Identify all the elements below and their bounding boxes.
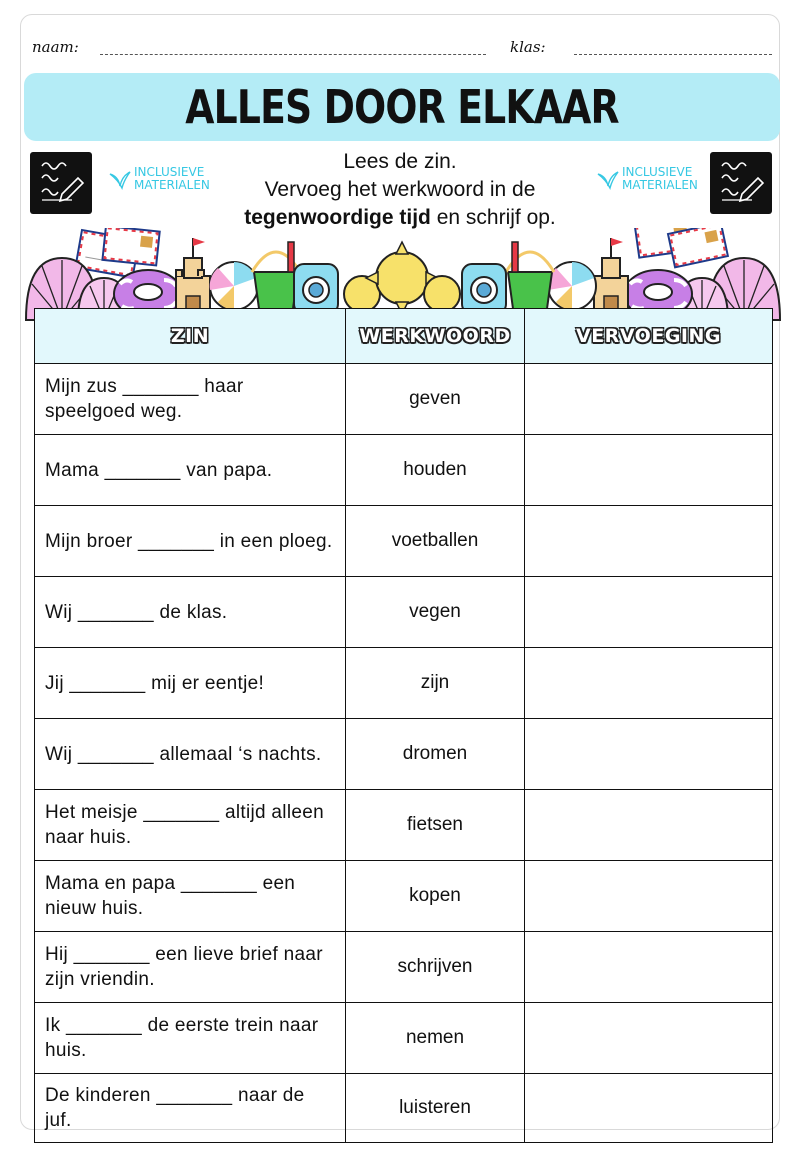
table-row [35,1003,773,1074]
sentence-cell: Mama en papa _______ een nieuw huis. [35,861,346,932]
sentence-cell: Mijn broer _______ in een ploeg. [35,506,346,577]
table-row [35,1074,773,1143]
table-row [35,506,773,577]
class-line[interactable] [574,54,772,55]
answer-cell[interactable] [525,648,773,719]
brand-line-1: INCLUSIEVE [134,165,205,179]
instruction-line-3-rest: en schrijf op. [430,206,556,229]
table-row [35,577,773,648]
table-row [35,719,773,790]
header-werkwoord: WERKWOORD [346,309,525,364]
title-band [24,73,780,141]
verb-cell: geven [346,364,525,435]
instruction-line-2: Vervoeg het werkwoord in de [264,178,536,201]
table-row [35,648,773,719]
table-header-row [35,309,773,364]
answer-cell[interactable] [525,506,773,577]
name-bar [32,34,774,64]
sentence-cell: Jij _______ mij er eentje! [35,648,346,719]
class-label: klas: [510,38,546,56]
verb-cell: houden [346,435,525,506]
instruction-emphasis: tegenwoordige tijd [244,206,431,229]
brand-line-1: INCLUSIEVE [622,165,693,179]
pencil-badge [30,152,92,214]
answer-cell[interactable] [525,364,773,435]
sentence-cell: Mijn zus _______ haar speelgoed weg. [35,364,346,435]
answer-cell[interactable] [525,1003,773,1074]
sentence-cell: Ik _______ de eerste trein naar huis. [35,1003,346,1074]
verb-cell: fietsen [346,790,525,861]
header-vervoeging: VERVOEGING [525,309,773,364]
brand-logo-left [108,166,208,200]
pencil-icon [30,152,92,214]
instructions [200,148,600,232]
exercise-table [34,308,773,1143]
sentence-cell: De kinderen _______ naar de juf. [35,1074,346,1143]
answer-cell[interactable] [525,932,773,1003]
answer-cell[interactable] [525,435,773,506]
verb-cell: kopen [346,861,525,932]
pencil-badge [710,152,772,214]
verb-cell: luisteren [346,1074,525,1143]
table-row [35,364,773,435]
bird-logo-icon [108,168,132,192]
answer-cell[interactable] [525,577,773,648]
name-line[interactable] [100,54,486,55]
sentence-cell: Mama _______ van papa. [35,435,346,506]
verb-cell: voetballen [346,506,525,577]
header-zin: ZIN [35,309,346,364]
verb-cell: dromen [346,719,525,790]
instruction-line-1: Lees de zin. [343,150,457,173]
verb-cell: nemen [346,1003,525,1074]
table-row [35,790,773,861]
table-row [35,932,773,1003]
verb-cell: vegen [346,577,525,648]
table-row [35,861,773,932]
pencil-icon [710,152,772,214]
answer-cell[interactable] [525,861,773,932]
brand-line-2: MATERIALEN [622,178,698,192]
answer-cell[interactable] [525,790,773,861]
brand-logo-right [596,166,696,200]
sentence-cell: Het meisje _______ altijd alleen naar huis. [35,790,346,861]
brand-line-2: MATERIALEN [134,178,210,192]
sun-icon [344,242,460,314]
sentence-cell: Wij _______ allemaal ‘s nachts. [35,719,346,790]
answer-cell[interactable] [525,719,773,790]
table-row [35,435,773,506]
sentence-cell: Hij _______ een lieve brief naar zijn vriendin. [35,932,346,1003]
name-label: naam: [32,38,79,56]
page-title: ALLES DOOR ELKAAR [185,80,619,134]
answer-cell[interactable] [525,1074,773,1143]
verb-cell: schrijven [346,932,525,1003]
sentence-cell: Wij _______ de klas. [35,577,346,648]
verb-cell: zijn [346,648,525,719]
